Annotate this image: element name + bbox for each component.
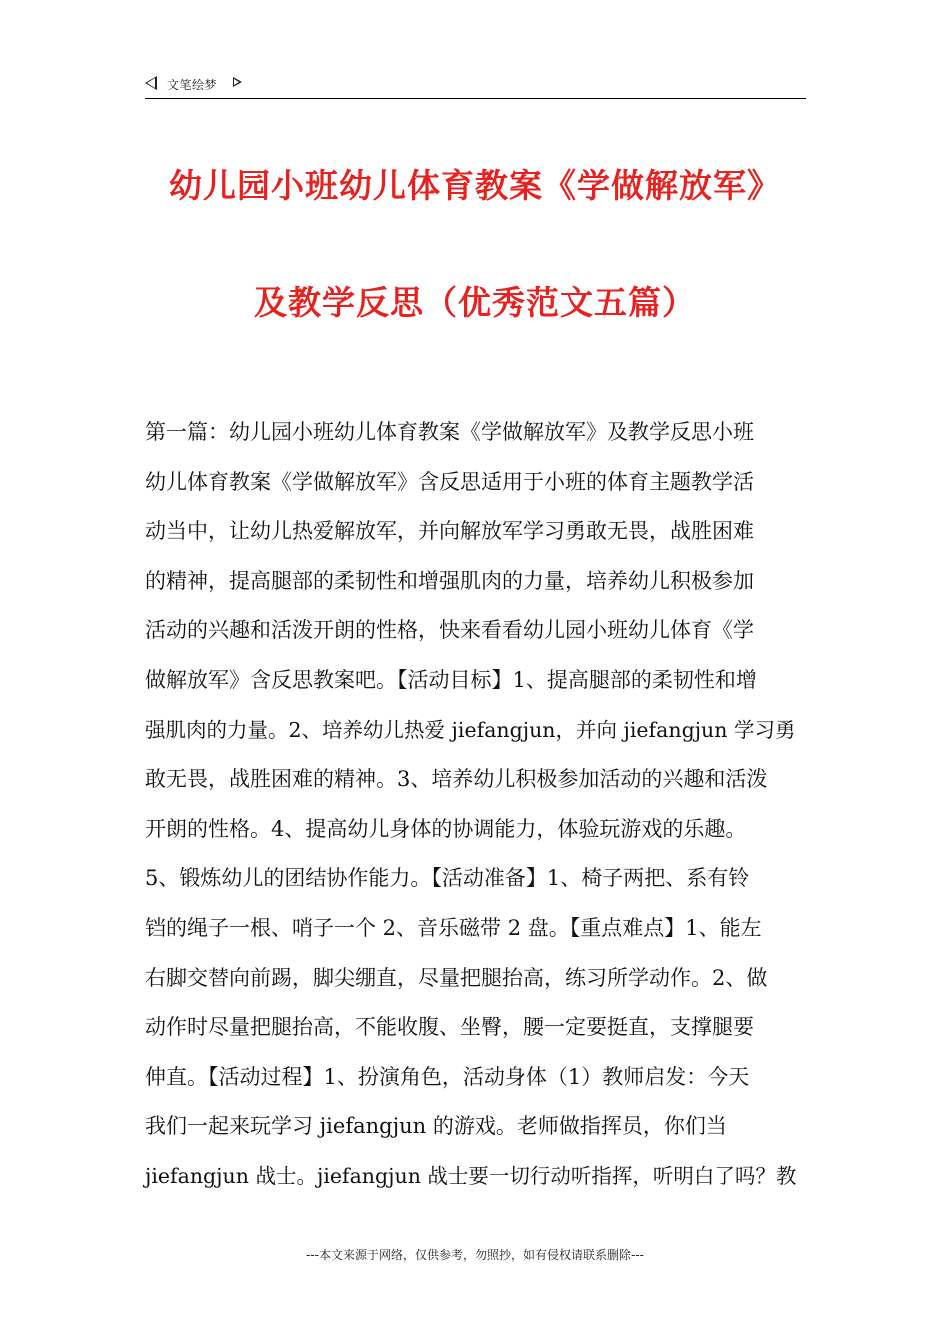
body-line: 右脚交替向前踢，脚尖绷直，尽量把腿抬高，练习所学动作。2、做 (145, 965, 768, 990)
body-paragraph (145, 408, 810, 1202)
body-line: 强肌肉的力量。2、培养幼儿热爱 jiefangjun，并向 jiefangjun 学习勇 (145, 717, 796, 742)
body-line: jiefangjun 战士。jiefangjun 战士要一切行动听指挥，听明白了吗？教 (145, 1163, 797, 1188)
body-line: 铛的绳子一根、哨子一个 2、音乐磁带 2 盘。【重点难点】1、能左 (145, 915, 762, 940)
body-line: 伸直。【活动过程】1、扮演角色，活动身体（1）教师启发：今天 (145, 1064, 750, 1089)
body-line: 敢无畏，战胜困难的精神。3、培养幼儿积极参加活动的兴趣和活泼 (145, 767, 768, 792)
triangle-right-icon (233, 77, 242, 87)
page-footer-disclaimer: ---本文来源于网络，仅供参考，勿照抄，如有侵权请联系删除--- (306, 1248, 644, 1262)
body-line: 动当中，让幼儿热爱解放军，并向解放军学习勇敢无畏，战胜困难 (145, 519, 754, 544)
body-line: 做解放军》含反思教案吧。【活动目标】1、提高腿部的柔韧性和增 (145, 667, 757, 692)
body-line: 第一篇：幼儿园小班幼儿体育教案《学做解放军》及教学反思小班 (145, 420, 754, 444)
triangle-left-icon (145, 76, 157, 90)
body-line: 动作时尽量把腿抬高，不能收腹、坐臀，腰一定要挺直，支撑腿要 (145, 1015, 754, 1040)
document-title-line-2: 及教学反思（优秀范文五篇） (254, 283, 696, 322)
body-line: 活动的兴趣和活泼开朗的性格，快来看看幼儿园小班幼儿体育《学 (145, 618, 754, 643)
body-line: 的精神，提高腿部的柔韧性和增强肌肉的力量，培养幼儿积极参加 (145, 568, 754, 593)
body-line: 开朗的性格。4、提高幼儿身体的协调能力，体验玩游戏的乐趣。 (145, 816, 747, 841)
document-title-line-1: 幼儿园小班幼儿体育教案《学做解放军》 (169, 166, 781, 205)
header-brand: 文笔绘梦 (167, 78, 218, 92)
page-header (145, 72, 806, 99)
body-line: 我们一起来玩学习 jiefangjun 的游戏。老师做指挥员，你们当 (145, 1114, 727, 1139)
body-line: 幼儿体育教案《学做解放军》含反思适用于小班的体育主题教学活 (145, 469, 754, 494)
body-line: 5、锻炼幼儿的团结协作能力。【活动准备】1、椅子两把、系有铃 (145, 866, 750, 891)
